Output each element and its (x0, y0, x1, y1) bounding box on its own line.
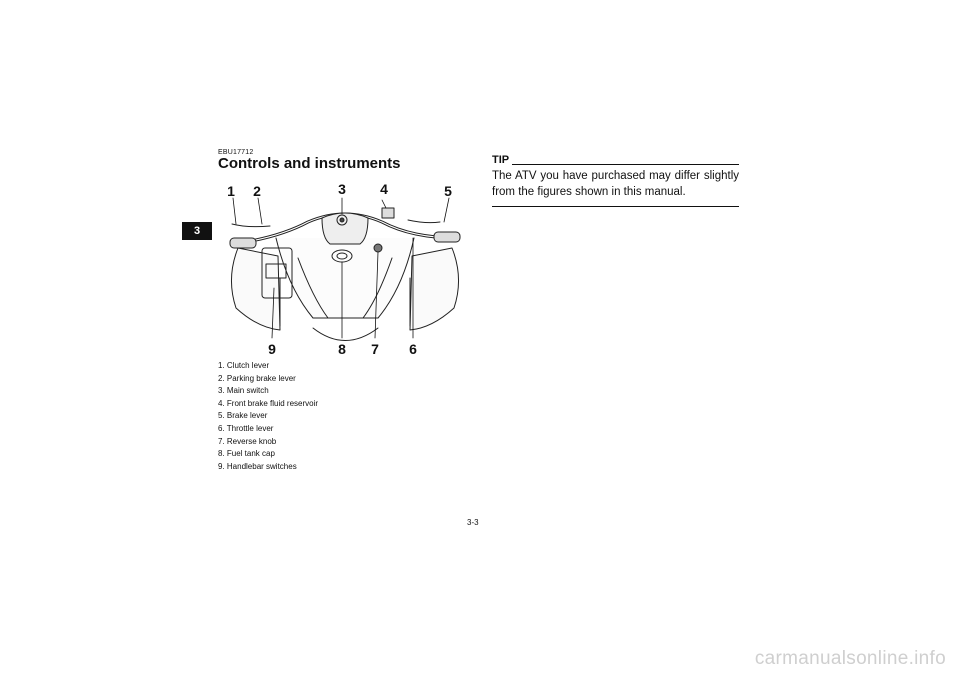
tip-label: TIP (492, 154, 510, 166)
callout-number: 2 (253, 183, 261, 199)
callout-item: 3. Main switch (218, 386, 269, 396)
callout-number: 4 (380, 181, 388, 197)
atv-controls-figure (218, 178, 472, 358)
callout-number: 1 (227, 183, 235, 199)
callout-item: 9. Handlebar switches (218, 461, 297, 471)
tip-rule (512, 164, 739, 165)
callout-number: 8 (338, 341, 346, 357)
tip-text: The ATV you have purchased may differ slightly from the figures shown in this manual. (492, 170, 739, 198)
callout-item: 8. Fuel tank cap (218, 449, 275, 459)
section-title: Controls and instruments (218, 155, 401, 172)
callout-number: 6 (409, 341, 417, 357)
reverse-knob (374, 244, 382, 252)
callout-item: 6. Throttle lever (218, 423, 274, 433)
tip-bottom-rule (492, 206, 739, 207)
callout-item: 4. Front brake fluid reservoir (218, 398, 319, 408)
callout-number: 5 (444, 183, 452, 199)
callout-item: 7. Reverse knob (218, 436, 277, 446)
brake-reservoir (382, 208, 394, 218)
chapter-tab: 3 (182, 222, 212, 240)
callout-list (218, 360, 318, 473)
callout-item: 5. Brake lever (218, 411, 268, 421)
tip-header (492, 154, 739, 166)
watermark: carmanualsonline.info (754, 648, 946, 669)
callout-item: 2. Parking brake lever (218, 373, 296, 383)
callout-item: 1. Clutch lever (218, 361, 270, 370)
callout-number: 9 (268, 341, 276, 357)
right-fender (410, 248, 459, 330)
page-number: 3-3 (467, 518, 479, 527)
callout-number: 7 (371, 341, 379, 357)
tip-box (492, 154, 739, 207)
document-code: EBU17712 (218, 149, 254, 156)
callout-number: 3 (338, 181, 346, 197)
